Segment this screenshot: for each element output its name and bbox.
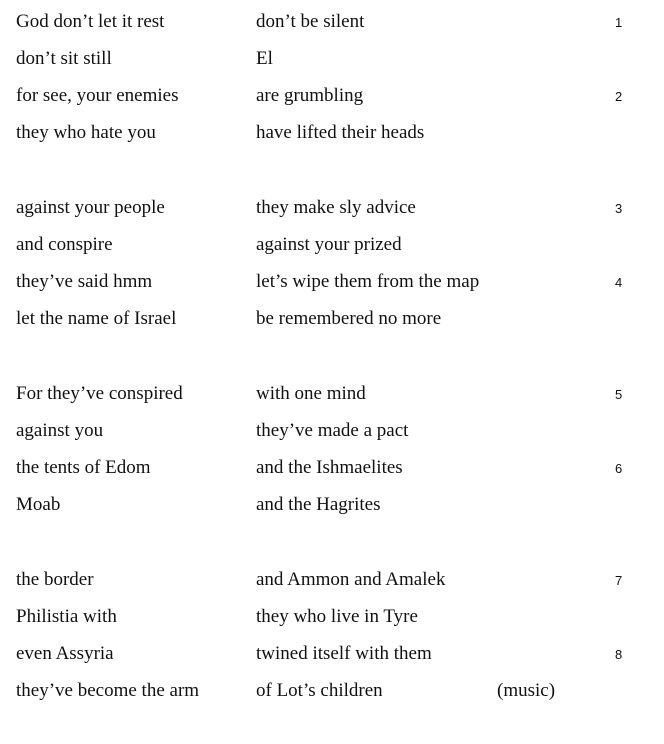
verse-number: 1 [615,15,623,30]
line-left-text: let the name of Israel [16,308,177,329]
line-left-text: they’ve become the arm [16,680,200,701]
verse-number: 4 [615,275,623,290]
verse-number: 2 [615,89,623,104]
verse-number: 3 [615,201,623,216]
line-left-text: they’ve said hmm [16,271,153,292]
line-right-text: and the Hagrites [256,494,381,515]
poem-line [0,446,664,483]
line-right-text: don’t be silent [256,11,365,32]
poem-line [0,372,664,409]
line-left-text: against your people [16,197,165,218]
line-left-text: God don’t let it rest [16,11,165,32]
verse-number: 6 [615,461,623,476]
line-right-text: with one mind [256,383,366,404]
poem-line [0,186,664,223]
poem-line [0,0,664,37]
poem-line [0,74,664,111]
poem-line [0,223,664,260]
verse-number: 5 [615,387,623,402]
poem-line [0,483,664,520]
line-left-text: and conspire [16,234,113,255]
line-right-text: let’s wipe them from the map [256,271,480,292]
line-left-text: against you [16,420,104,441]
poem-line [0,260,664,297]
line-left-text: for see, your enemies [16,85,179,106]
line-right-text: against your prized [256,234,402,255]
stanza-4 [0,558,664,706]
line-right-text: twined itself with them [256,643,432,664]
poem-line [0,595,664,632]
line-right-text: be remembered no more [256,308,442,329]
line-right-text: and Ammon and Amalek [256,569,446,590]
stanza-3 [0,372,664,520]
stanza-2 [0,186,664,334]
poem-line [0,111,664,148]
stanza-1 [0,0,664,148]
poem-line [0,558,664,595]
line-right-text: are grumbling [256,85,364,106]
poem-line [0,297,664,334]
line-left-text: don’t sit still [16,48,112,69]
line-left-text: the border [16,569,94,590]
poem-line [0,409,664,446]
line-left-text: even Assyria [16,643,114,664]
poem-line [0,37,664,74]
line-left-text: they who hate you [16,122,156,143]
music-annotation: (music) [497,680,556,701]
line-left-text: For they’ve conspired [16,383,183,404]
line-right-text: have lifted their heads [256,122,425,143]
line-right-text: of Lot’s children [256,680,383,701]
line-right-text: they make sly advice [256,197,416,218]
line-right-text: they who live in Tyre [256,606,418,627]
poem-line [0,669,664,706]
poem-line [0,632,664,669]
line-left-text: Moab [16,494,61,515]
line-left-text: Philistia with [16,606,117,627]
line-right-text: and the Ishmaelites [256,457,403,478]
line-right-text: they’ve made a pact [256,420,409,441]
verse-number: 8 [615,647,623,662]
line-right-text: El [256,48,273,69]
line-left-text: the tents of Edom [16,457,151,478]
verse-number: 7 [615,573,623,588]
